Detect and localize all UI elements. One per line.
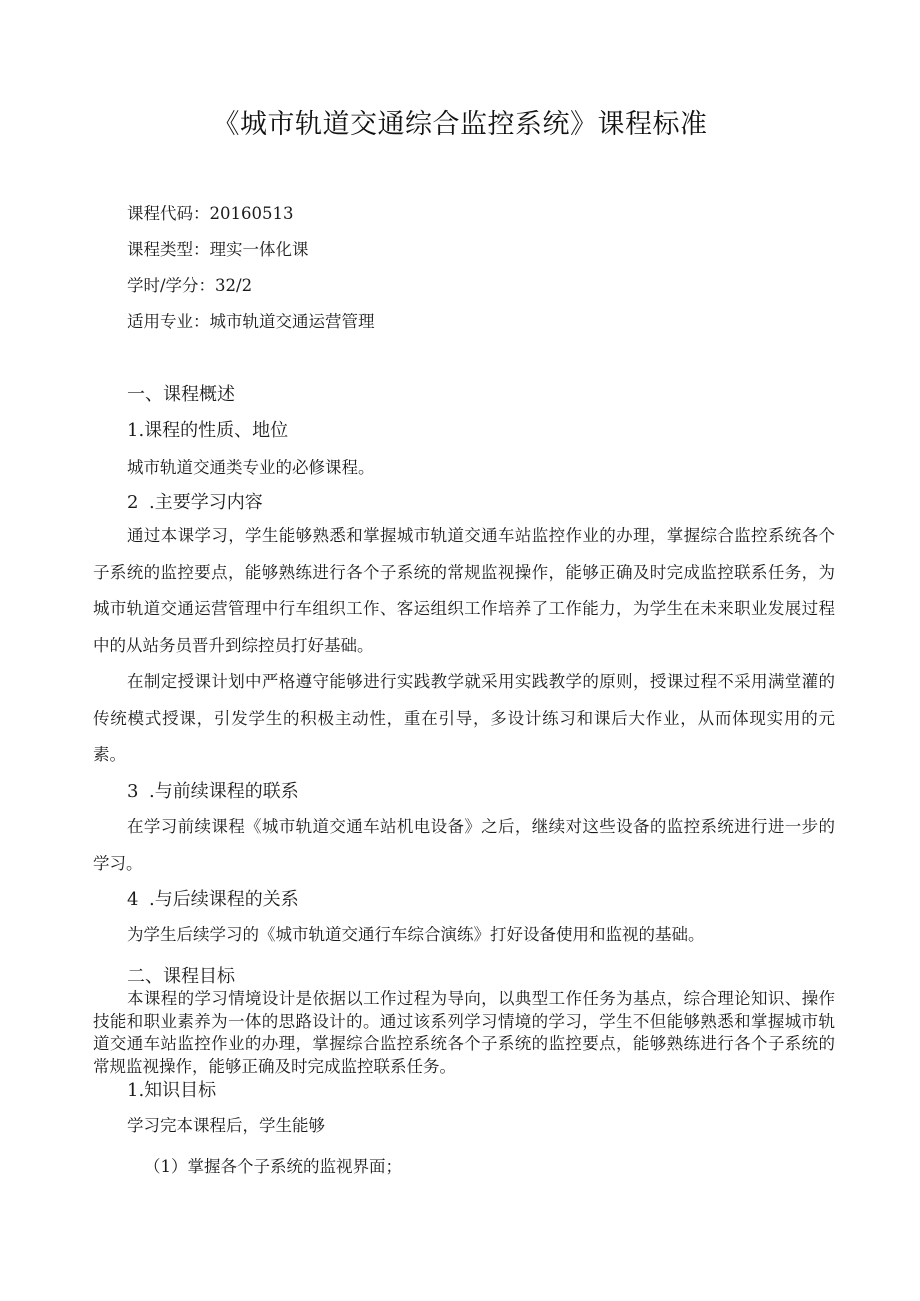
section-1-sub3-heading	[127, 777, 299, 803]
course-code: 课程代码：20160513	[127, 204, 294, 223]
section-1-sub3-text: 在学习前续课程《城市轨道交通车站机电设备》之后，继续对这些设备的监控系统进行进一步的学习。	[93, 817, 835, 873]
section-1-sub1-text: 城市轨道交通类专业的必修课程。	[127, 458, 375, 477]
section-1-sub2-label: .主要学习内容	[149, 492, 263, 513]
section-1-sub1-heading: 1.课程的性质、地位	[127, 420, 289, 441]
section-1-sub4-number: 4	[127, 889, 139, 910]
section-1-sub4-text: 为学生后续学习的《城市轨道交通行车综合演练》打好设备使用和监视的基础。	[127, 925, 705, 944]
section-1-sub2-number: 2	[127, 492, 139, 513]
course-type: 课程类型：理实一体化课	[127, 240, 309, 259]
section-2-sub1-heading: 1.知识目标	[127, 1080, 217, 1101]
section-2-heading: 二、课程目标	[127, 966, 235, 987]
section-1-heading: 一、课程概述	[127, 384, 235, 405]
section-1-sub2-paragraph-1: 通过本课学习，学生能够熟悉和掌握城市轨道交通车站监控作业的办理，掌握综合监控系统各个子系统的监控要点，能够熟练进行各个子系统的常规监视操作，能够正确及时完成监控联系任务，为城市轨道交通运营管理中行车组织工作、客运组织工作培养了工作能力，为学生在未来职业发展过程中的从站务员晋升到综控员打好基础。	[93, 526, 835, 655]
section-1-sub4-label: .与后续课程的关系	[149, 889, 299, 910]
knowledge-objective-item-1: （1）掌握各个子系统的监视界面；	[144, 1157, 402, 1176]
section-1-sub3-number: 3	[127, 781, 139, 802]
section-1-sub3-label: .与前续课程的联系	[149, 781, 299, 802]
applicable-major: 适用专业：城市轨道交通运营管理	[127, 312, 375, 331]
section-2-intro: 本课程的学习情境设计是依据以工作过程为导向，以典型工作任务为基点，综合理论知识、操作技能和职业素养为一体的思路设计的。通过该系列学习情境的学习，学生不但能够熟悉和掌握城市轨道交通车站监控作业的办理，掌握综合监控系统各个子系统的监控要点，能够熟练进行各个子系统的常规监视操作，能够正确及时完成监控联系任务。	[93, 989, 835, 1076]
document-title: 《城市轨道交通综合监控系统》课程标准	[212, 109, 708, 140]
course-hours-credits: 学时/学分：32/2	[127, 276, 253, 295]
section-2-sub1-lead: 学习完本课程后，学生能够	[127, 1116, 325, 1135]
section-1-sub2-heading	[127, 488, 263, 514]
section-1-sub4-heading	[127, 885, 299, 911]
section-1-sub2-paragraph-2: 在制定授课计划中严格遵守能够进行实践教学就采用实践教学的原则，授课过程不采用满堂灌的传统模式授课，引发学生的积极主动性，重在引导，多设计练习和课后大作业，从而体现实用的元素。	[93, 672, 835, 764]
